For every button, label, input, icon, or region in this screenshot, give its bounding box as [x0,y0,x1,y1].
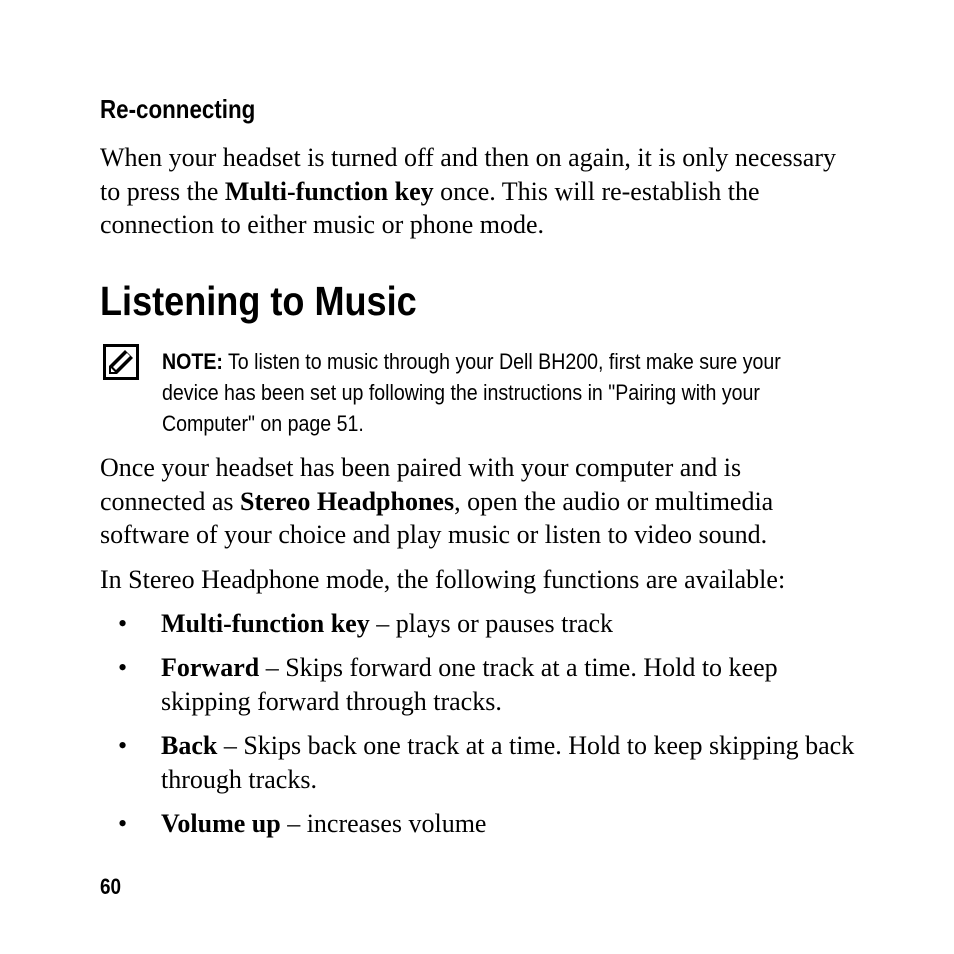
list-item: Multi-function key – plays or pauses track [161,609,614,638]
page-title: Listening to Music [100,278,417,324]
pencil-note-icon [103,344,139,380]
page-number: 60 [100,874,122,899]
list-item: Volume up – increases volume [161,809,487,838]
note-box [162,346,838,439]
list-item: Back – Skips back one track at a time. Hold to keep skipping back through tracks. [161,731,855,794]
paired-paragraph: Once your headset has been paired with your computer and is connected as Stereo Headphones, open the audio or multimedia software of your choice and play music or listen to video sound. [100,453,774,549]
list-item: Forward – Skips forward one track at a time. Hold to keep skipping forward through tracks. [161,653,778,716]
stereo-headphones-term: Stereo Headphones [240,486,455,516]
bullet-symbol: • [118,809,128,838]
functions-intro-paragraph: In Stereo Headphone mode, the following functions are available: [100,565,786,594]
note-text: To listen to music through your Dell BH200, first make sure your device has been set up following the instructions in "Pairing with your Computer" on page 51. [162,349,781,436]
bullet-symbol: • [118,731,128,760]
section-subheading: Re-connecting [100,94,256,124]
bullet-symbol: • [118,653,128,682]
note-label: NOTE: [162,349,223,374]
reconnecting-paragraph: When your headset is turned off and then on again, it is only necessary to press the Multi-function key once. This will re-establish the connection to either music or phone mode. [100,143,836,239]
bullet-symbol: • [118,609,128,638]
multi-function-key-term: Multi-function key [224,176,434,206]
